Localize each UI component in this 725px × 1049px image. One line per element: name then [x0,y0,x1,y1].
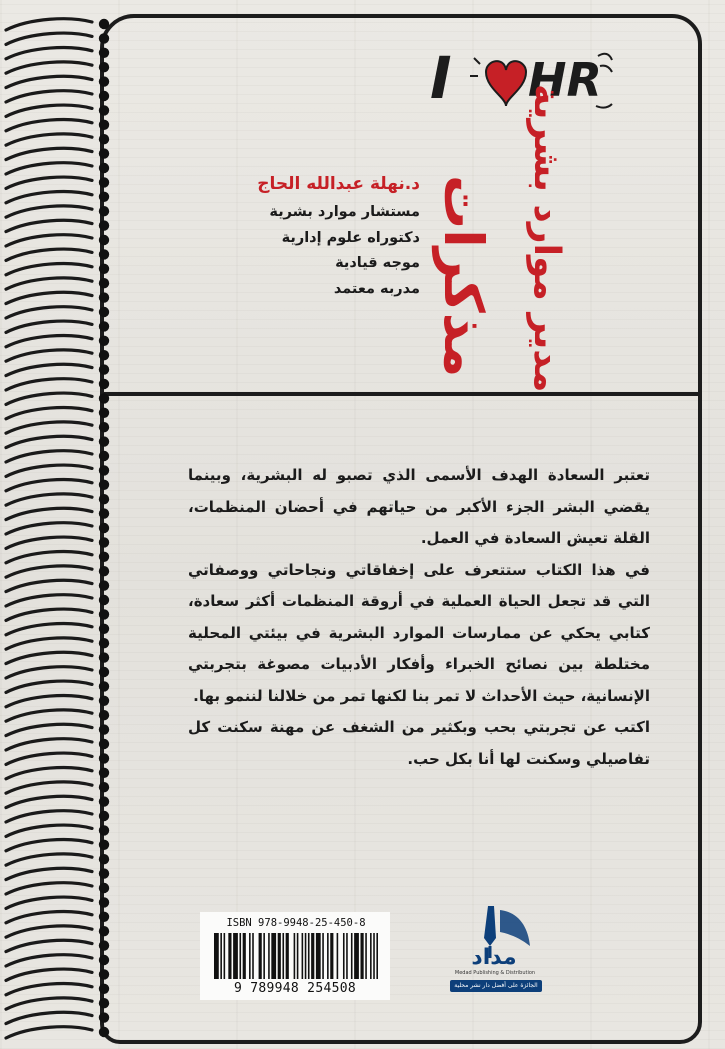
isbn-label: ISBN 978-9948-25-450-8 [226,917,366,929]
author-credential: مستشار موارد بشرية [269,204,420,220]
notebook-divider-line [100,392,702,396]
author-credential: موجه قيادية [335,255,420,271]
book-title: مذكرات [432,174,495,378]
logo-letter-i: I [430,44,452,112]
barcode-icon [212,933,380,979]
blurb-paragraph: تعتبر السعادة الهدف الأسمى الذي تصبو له البشرية، وبينما يقضي البشر الجزء الأكبر من حياتهم في أحضان المنظمات، القلة تعيش السعادة في العمل. [188,466,650,547]
publisher-tagline-ar: الجائزة على أفضل دار نشر محلية [450,980,542,992]
author-credential: مدربه معتمد [333,280,420,297]
blurb-paragraph: في هذا الكتاب ستتعرف على إخفاقاتي ونجاحاتي ووصفاتي التي قد تجعل الحياة العملية في أروقة المنظمات أكثر سعادة، كتابي يحكي عن ممارسات الموارد البشرية في بيئتي المحلية مختلطة بين نصائح الخبراء وأفكار الأدبيات مصوغة بتجربتي الإنسانية، حيث الأحداث لا تمر بنا لكنها تمر من خلالنا لننمو بها. [188,560,650,705]
author-credential: دكتوراه علوم إدارية [281,229,420,246]
pen-nib-icon [484,906,496,946]
spiral-binding-icon [0,0,125,1049]
publisher-name: مداد [471,945,517,970]
book-blurb [188,460,650,775]
logo-hr-text: HR [528,53,602,107]
publisher-tagline-en: Medad Publishing & Distribution [454,970,536,976]
book-subtitle: مدير موارد بشرية [526,83,567,392]
author-block [180,170,420,302]
barcode-digits: 9 789948 254508 [234,981,356,996]
author-name: د.نهلة عبدالله الحاج [257,174,420,194]
blurb-paragraph: اكتب عن تجربتي بحب وبكثير من الشغف عن مهنة سكنت كل تفاصيلي وسكنت لها أنا بكل حب. [188,718,650,768]
